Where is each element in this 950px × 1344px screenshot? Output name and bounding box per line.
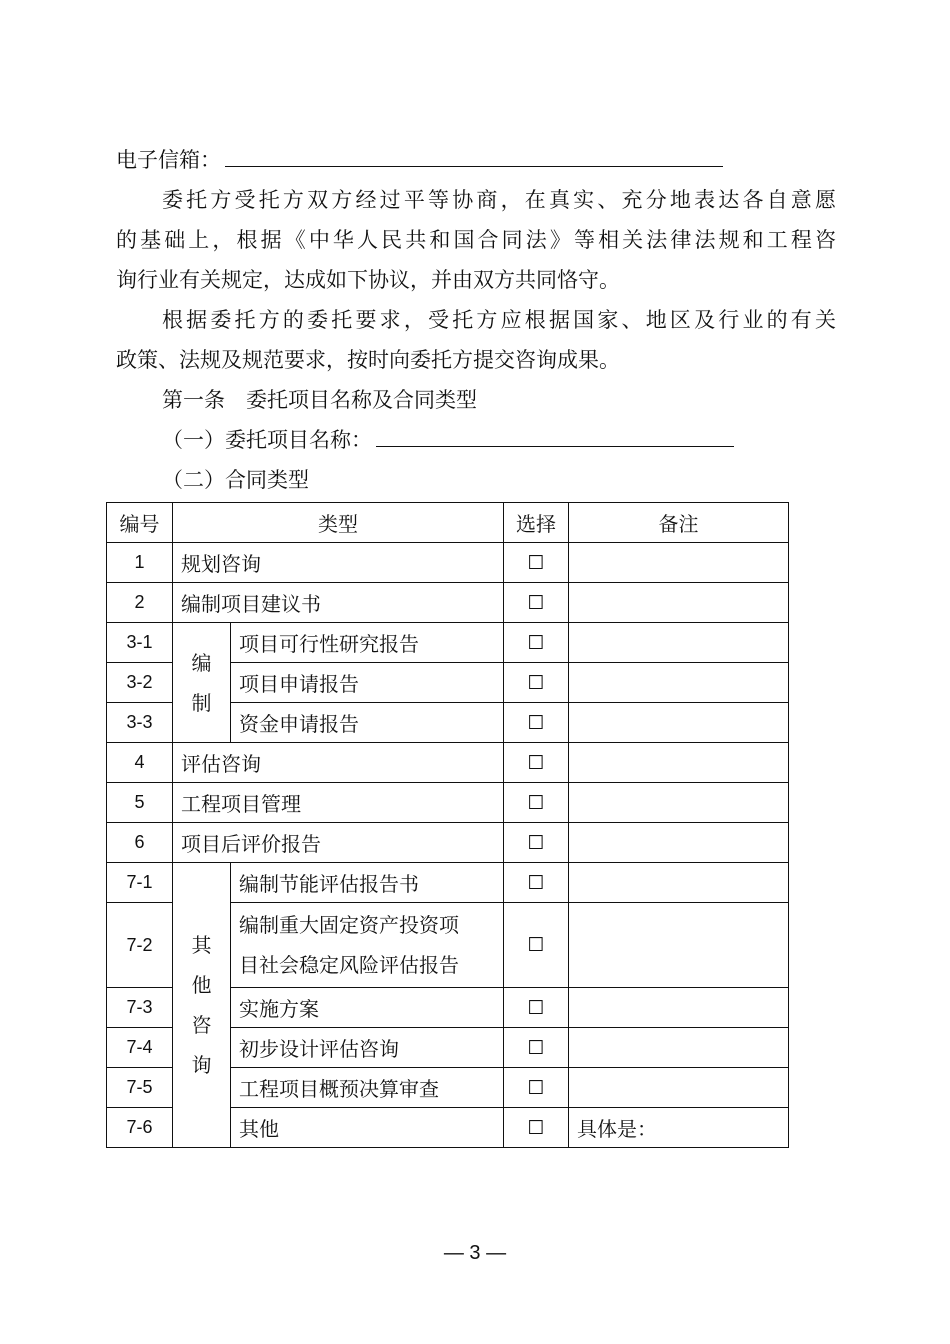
email-line	[116, 140, 836, 180]
row-type: 初步设计评估咨询	[231, 1028, 504, 1068]
group-char: 制	[191, 690, 212, 715]
row-note[interactable]	[569, 1028, 789, 1068]
email-label: 电子信箱：	[116, 148, 221, 172]
row-note[interactable]	[569, 743, 789, 783]
checkbox[interactable]: ☐	[504, 1068, 569, 1108]
checkbox[interactable]: ☐	[504, 543, 569, 583]
row-type: 项目申请报告	[231, 663, 504, 703]
header-type: 类型	[173, 503, 504, 543]
table-header-row	[107, 503, 789, 543]
checkbox[interactable]: ☐	[504, 1108, 569, 1148]
table-row	[107, 543, 789, 583]
header-select: 选择	[504, 503, 569, 543]
row-type: 工程项目管理	[173, 783, 504, 823]
row-type-line: 目社会稳定风险评估报告	[239, 953, 459, 977]
row-note[interactable]	[569, 863, 789, 903]
row-num: 1	[107, 543, 173, 583]
row-note[interactable]	[569, 783, 789, 823]
contract-type-label: （二）合同类型	[162, 468, 309, 492]
row-num: 7-4	[107, 1028, 173, 1068]
table-row	[107, 783, 789, 823]
row-num: 3-1	[107, 623, 173, 663]
header-num: 编号	[107, 503, 173, 543]
contract-type-table	[106, 502, 789, 1148]
row-type: 项目可行性研究报告	[231, 623, 504, 663]
row-num: 6	[107, 823, 173, 863]
table-row	[107, 823, 789, 863]
row-type: 工程项目概预决算审查	[231, 1068, 504, 1108]
row-type: 其他	[231, 1108, 504, 1148]
group-char: 他	[191, 973, 212, 997]
row-num: 7-3	[107, 988, 173, 1028]
row-num: 7-5	[107, 1068, 173, 1108]
checkbox[interactable]: ☐	[504, 863, 569, 903]
header-note: 备注	[569, 503, 789, 543]
checkbox[interactable]: ☐	[504, 703, 569, 743]
row-num: 3-2	[107, 663, 173, 703]
row-type: 编制节能评估报告书	[231, 863, 504, 903]
group-char: 咨	[191, 1013, 212, 1037]
row-type-line: 编制重大固定资产投资项	[239, 913, 459, 937]
row-type: 实施方案	[231, 988, 504, 1028]
table-row	[107, 623, 789, 663]
group-char: 询	[191, 1053, 212, 1077]
email-blank[interactable]	[225, 142, 723, 167]
table-row	[107, 743, 789, 783]
checkbox[interactable]: ☐	[504, 903, 569, 988]
group-label-qita	[173, 863, 231, 1148]
row-note[interactable]	[569, 823, 789, 863]
page-number: — 3 —	[443, 1242, 507, 1264]
row-type: 编制项目建议书	[173, 583, 504, 623]
row-note[interactable]	[569, 663, 789, 703]
row-type: 规划咨询	[173, 543, 504, 583]
row-type: 资金申请报告	[231, 703, 504, 743]
row-note[interactable]	[569, 583, 789, 623]
row-num: 2	[107, 583, 173, 623]
row-type: 项目后评价报告	[173, 823, 504, 863]
row-type	[231, 903, 504, 988]
project-name-line	[162, 420, 882, 460]
row-num: 3-3	[107, 703, 173, 743]
checkbox[interactable]: ☐	[504, 823, 569, 863]
group-char: 编	[191, 650, 212, 675]
row-num: 7-1	[107, 863, 173, 903]
row-num: 5	[107, 783, 173, 823]
checkbox[interactable]: ☐	[504, 1028, 569, 1068]
row-num: 7-6	[107, 1108, 173, 1148]
checkbox[interactable]: ☐	[504, 583, 569, 623]
table-row	[107, 863, 789, 903]
row-note[interactable]	[569, 903, 789, 988]
row-note[interactable]	[569, 703, 789, 743]
para2-line2: 政策、法规及规范要求，按时向委托方提交咨询成果。	[116, 348, 620, 372]
row-note[interactable]	[569, 1068, 789, 1108]
row-note[interactable]	[569, 988, 789, 1028]
row-note[interactable]	[569, 543, 789, 583]
project-name-label: （一）委托项目名称：	[162, 428, 372, 452]
project-name-blank[interactable]	[376, 422, 734, 447]
para1-line1: 委托方受托方双方经过平等协商，在真实、充分地表达各自意愿	[162, 188, 836, 212]
row-type: 评估咨询	[173, 743, 504, 783]
checkbox[interactable]: ☐	[504, 663, 569, 703]
checkbox[interactable]: ☐	[504, 988, 569, 1028]
article1-title: 第一条 委托项目名称及合同类型	[162, 388, 477, 412]
row-num: 7-2	[107, 903, 173, 988]
checkbox[interactable]: ☐	[504, 743, 569, 783]
checkbox[interactable]: ☐	[504, 623, 569, 663]
table-row	[107, 583, 789, 623]
para1-line3: 询行业有关规定，达成如下协议，并由双方共同恪守。	[116, 268, 620, 292]
para1-line2: 的基础上，根据《中华人民共和国合同法》等相关法律法规和工程咨	[116, 228, 836, 252]
group-label-bianzhi	[173, 623, 231, 743]
para2-line1: 根据委托方的委托要求，受托方应根据国家、地区及行业的有关	[162, 308, 836, 332]
group-char: 其	[191, 933, 212, 957]
checkbox[interactable]: ☐	[504, 783, 569, 823]
row-note[interactable]: 具体是：	[569, 1108, 789, 1148]
row-note[interactable]	[569, 623, 789, 663]
row-num: 4	[107, 743, 173, 783]
